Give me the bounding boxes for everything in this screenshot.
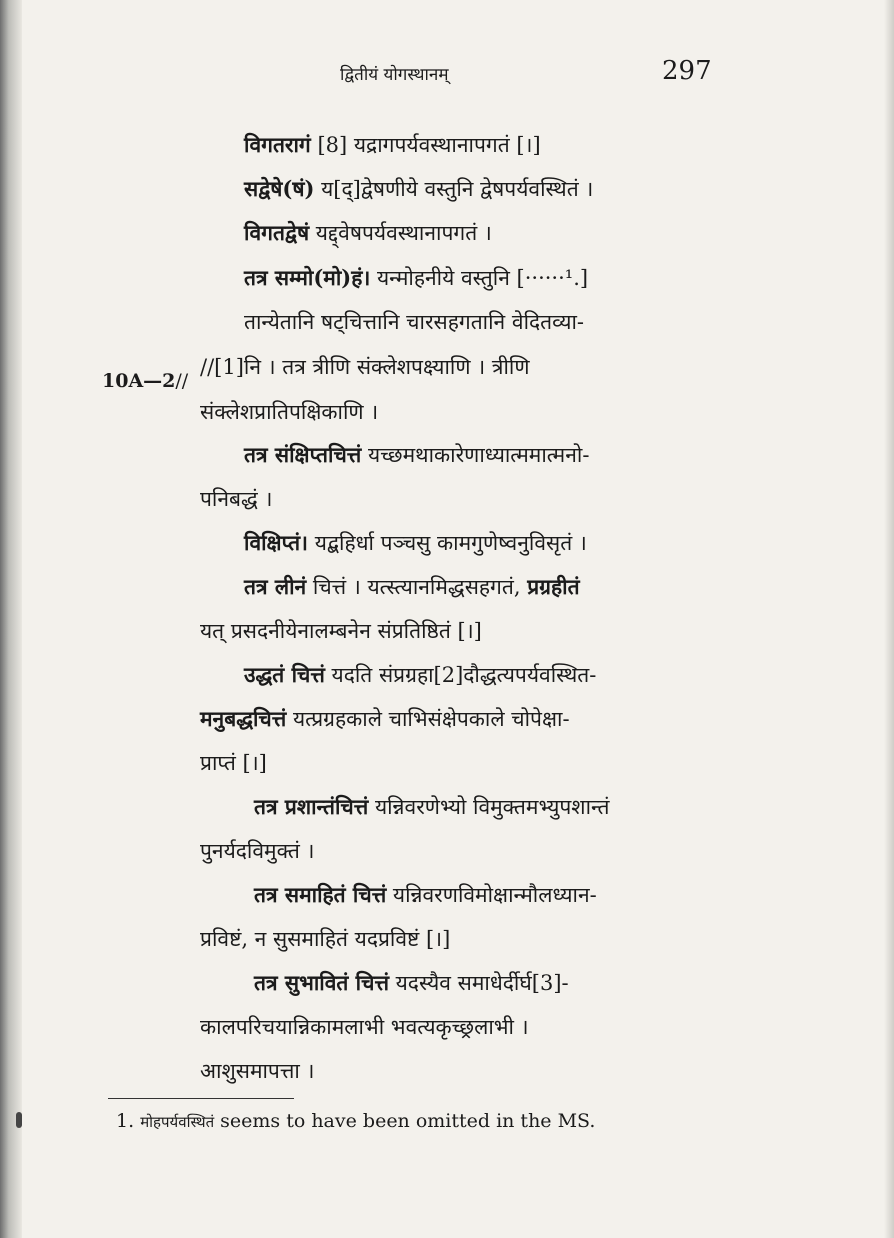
text-line [244,572,580,602]
line-text: तान्येतानि षट्चित्तानि चारसहगतानि वेदितव्या- [244,310,585,334]
text-line [244,528,587,558]
text-line [254,968,569,998]
line-text: यच्छमथाकारेणाध्यात्ममात्मनो- [361,443,590,467]
text-line [244,263,588,293]
line-text: यदस्यैव समाधेर्दीर्घ[3]- [388,971,569,995]
text-line [200,748,267,778]
line-bold: तत्र सम्मो(मो)हं। [244,265,371,290]
text-line [200,397,378,427]
line-text: चित्तं । यत्स्त्यानमिद्धसहगतं, [306,575,528,599]
margin-reference-label: 10A—2 [102,370,176,392]
line-text: पुनर्यदविमुक्तं । [200,839,315,863]
text-line [200,1012,529,1042]
line-text: कालपरिचयान्निकामलाभी भवत्यकृच्छ्रलाभी । [200,1015,529,1039]
line-text: यद्बहिर्धा पञ्चसु कामगुणेष्वनुविसृतं । [308,531,587,555]
line-text: [8] यद्रागपर्यवस्थानापगतं [।] [310,133,541,157]
line-text: यदति संप्रग्रहा[2]दौद्धत्यपर्यवस्थित- [324,663,597,687]
text-line [254,880,597,910]
margin-reference-slashes: // [175,370,189,392]
page-number: 297 [662,56,712,86]
line-bold: सद्वेषे(षं) [244,176,315,201]
text-line [200,352,530,382]
margin-ink-mark [16,1112,22,1128]
line-text: प्राप्तं [।] [200,751,267,775]
line-text: यन्मोहनीये वस्तुनि [······¹.] [370,266,589,290]
line-text: पनिबद्धं । [200,487,273,511]
line-bold: तत्र सुभावितं चित्तं [254,970,389,995]
line-bold: तत्र समाहितं चित्तं [254,882,387,907]
line-text: यद्द्वेषपर्यवस्थानापगतं । [309,221,492,245]
text-line [254,792,609,822]
line-bold-end: प्रग्रहीतं [527,574,580,599]
line-bold: तत्र संक्षिप्तचित्तं [244,442,362,467]
text-line [244,660,596,690]
footnote-text: seems to have been omitted in the MS. [214,1110,596,1132]
text-line [244,174,593,204]
footnote-divider [108,1098,294,1099]
text-line [200,616,482,646]
line-bold: विगतरागं [244,132,311,157]
line-text: यन्निवरणेभ्यो विमुक्तमभ्युपशान्तं [368,795,610,819]
line-bold: विक्षिप्तं। [244,530,309,555]
text-line [244,218,492,248]
text-line [200,704,570,734]
text-line [200,1056,314,1086]
line-text: प्रविष्टं, न सुसमाहितं यदप्रविष्टं [।] [200,927,451,951]
text-line [244,130,541,160]
footnote-number: 1. [116,1110,135,1132]
text-line [244,307,584,337]
line-bold: तत्र लीनं [244,574,307,599]
line-text: संक्लेशप्रातिपक्षिकाणि । [200,400,379,424]
margin-reference [102,370,188,392]
running-head: द्वितीयं योगस्थानम् [340,65,449,85]
line-text: //[1]नि । तत्र त्रीणि संक्लेशपक्ष्याणि । त्रीणि [200,355,530,379]
line-text: यन्निवरणविमोक्षान्मौलध्यान- [386,883,597,907]
footnote-devanagari: मोहपर्यवस्थितं [140,1113,215,1131]
line-bold: तत्र प्रशान्तंचित्तं [254,794,369,819]
line-bold: विगतद्वेषं [244,220,310,245]
page-right-edge [884,0,894,1238]
page-binding-edge [0,0,22,1238]
line-text: य[द्]द्वेषणीये वस्तुनि द्वेषपर्यवस्थितं । [314,177,594,201]
line-text: यत् प्रसदनीयेनालम्बनेन संप्रतिष्ठितं [।] [200,619,482,643]
text-line [200,484,272,514]
text-line [200,924,450,954]
line-text: आशुसमापत्ता । [200,1059,315,1083]
line-bold: उद्धतं चित्तं [244,662,325,687]
line-bold: मनुबद्धचित्तं [200,706,287,731]
text-line [244,440,589,470]
text-line [200,836,314,866]
line-text: यत्प्रग्रहकाले चाभिसंक्षेपकाले चोपेक्षा- [286,707,570,731]
footnote [116,1110,595,1132]
